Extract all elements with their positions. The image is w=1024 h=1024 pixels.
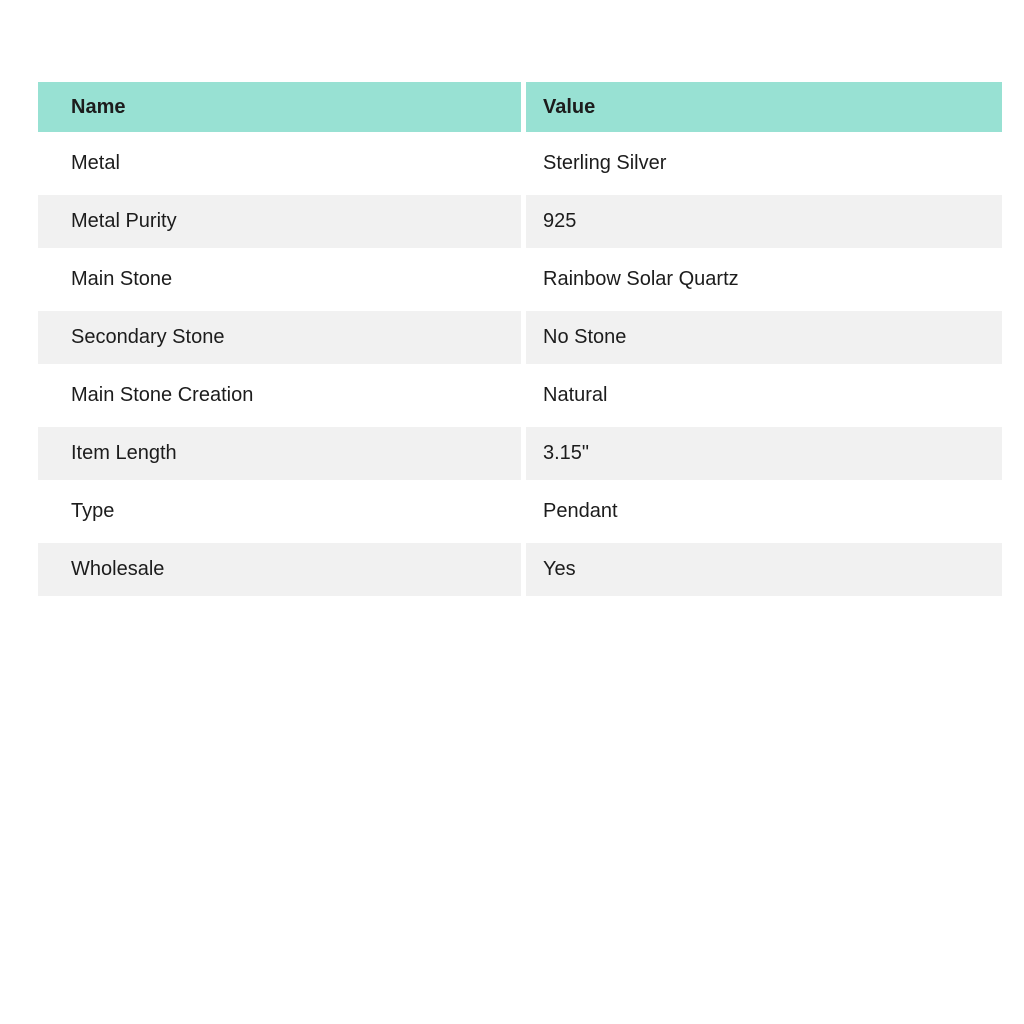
header-cell-value: Value: [526, 82, 1002, 132]
attribute-name-cell: Item Length: [38, 427, 521, 480]
table-row: [38, 311, 1002, 364]
table-row: [38, 195, 1002, 248]
table-row: [38, 485, 1002, 538]
item-specifics-table: [38, 82, 1002, 601]
attribute-value-cell: Yes: [526, 543, 1002, 596]
table-row: [38, 253, 1002, 306]
attribute-value-cell: Rainbow Solar Quartz: [526, 253, 1002, 306]
attribute-name-cell: Secondary Stone: [38, 311, 521, 364]
table-header-row: [38, 82, 1002, 132]
attribute-value-cell: Natural: [526, 369, 1002, 422]
table-row: [38, 427, 1002, 480]
attribute-name-cell: Type: [38, 485, 521, 538]
attribute-value-cell: No Stone: [526, 311, 1002, 364]
attribute-name-cell: Metal Purity: [38, 195, 521, 248]
attribute-value-cell: Sterling Silver: [526, 137, 1002, 190]
table-row: [38, 369, 1002, 422]
table-row: [38, 137, 1002, 190]
attribute-value-cell: 3.15": [526, 427, 1002, 480]
table-row: [38, 543, 1002, 596]
attribute-value-cell: 925: [526, 195, 1002, 248]
attribute-name-cell: Main Stone: [38, 253, 521, 306]
attribute-name-cell: Main Stone Creation: [38, 369, 521, 422]
header-cell-name: Name: [38, 82, 521, 132]
attribute-name-cell: Metal: [38, 137, 521, 190]
attribute-value-cell: Pendant: [526, 485, 1002, 538]
attribute-name-cell: Wholesale: [38, 543, 521, 596]
